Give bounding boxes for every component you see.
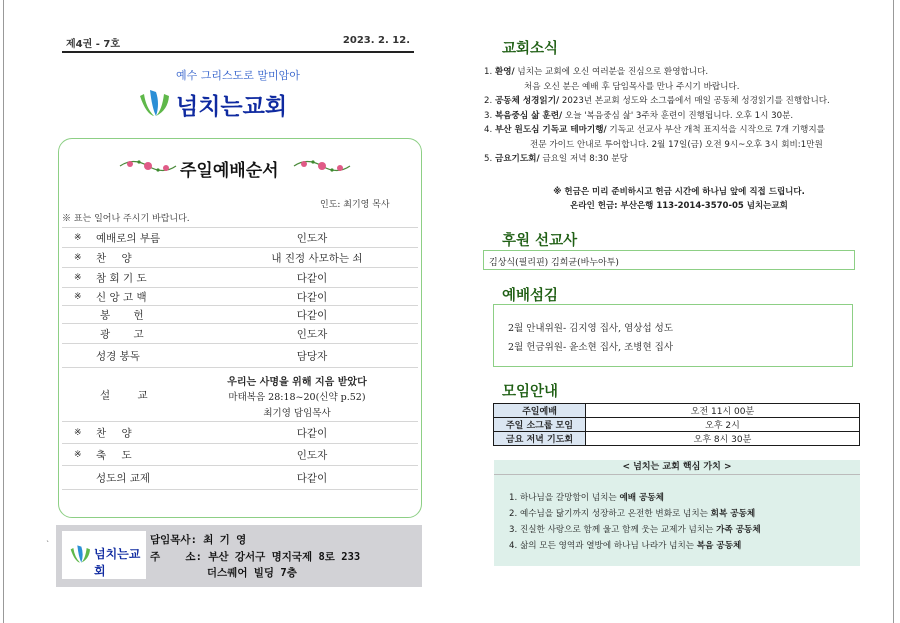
order-item-name: 참 회 기 도 <box>96 272 147 284</box>
core-text: 삶의 모든 영역과 열방에 하나님 나라가 넘치는 <box>519 541 697 551</box>
order-item-person: 다같이 <box>296 272 328 284</box>
order-row <box>62 228 418 248</box>
news-text: 기독교 선교사 부산 개척 표지석을 시작으로 7개 기행지를 <box>606 125 825 135</box>
meetings-title: 모임안내 <box>502 384 559 400</box>
order-row <box>62 466 418 490</box>
sermon-scripture: 마태복음 28:18~20(신약 p.52) <box>228 392 366 403</box>
order-row <box>62 268 418 288</box>
meeting-time: 오전 11시 00분 <box>586 404 860 418</box>
news-item <box>484 94 830 109</box>
order-item-name: 찬 양 <box>96 252 138 264</box>
sermon-row <box>62 368 418 422</box>
order-item-person: 다같이 <box>296 309 328 321</box>
stand-mark: ※ <box>74 232 82 243</box>
order-item-name: 찬 양 <box>96 427 138 439</box>
news-head: 공동체 성경읽기/ <box>494 96 560 106</box>
order-row <box>62 422 418 444</box>
church-motto: 예수 그리스도로 말미암아 <box>176 69 300 82</box>
meeting-name: 금요 저녁 기도회 <box>494 432 586 446</box>
order-item-name: 봉 헌 <box>100 309 154 321</box>
missionary-names: 김상식(필리핀) 김희균(바누아투) <box>489 258 619 268</box>
stand-mark: ※ <box>74 272 82 283</box>
footer-logo-text: 넘치는교회 <box>94 547 141 578</box>
service-box <box>493 304 853 367</box>
news-item <box>484 65 708 80</box>
meeting-name: 주일예배 <box>494 404 586 418</box>
core-value-item <box>509 523 761 535</box>
address-line: 주 소: 부산 강서구 명지국제 8로 233 <box>150 551 361 563</box>
core-values-title: < 넘치는 교회 핵심 가치 > <box>494 460 860 475</box>
news-text: 금요일 저녁 8:30 분당 <box>539 154 628 164</box>
service-title: 예배섬김 <box>502 288 559 304</box>
flower-ornament-right-icon <box>292 155 352 177</box>
order-item-name: 신 앙 고 백 <box>96 291 147 303</box>
bulletin-date: 2023. 2. 12. <box>342 35 410 46</box>
news-item <box>484 152 628 167</box>
missionary-title: 후원 선교사 <box>502 233 578 249</box>
news-head: 부산 원도심 기독교 테마기행/ <box>494 125 607 135</box>
core-bold: 회복 공동체 <box>710 509 756 519</box>
page-edge-right <box>893 0 894 623</box>
stray-mark: ` <box>46 540 50 549</box>
sermon-preacher: 최기영 담임목사 <box>263 408 331 419</box>
core-num: 3. <box>509 525 518 535</box>
meeting-row <box>494 432 860 446</box>
meetings-table <box>493 403 860 446</box>
order-row <box>62 324 418 344</box>
core-text: 진실한 사랑으로 함께 울고 함께 웃는 교제가 넘치는 <box>519 525 717 535</box>
order-item-name: 광 고 <box>100 328 154 340</box>
news-text: 2023년 본교회 성도와 소그룹에서 매일 공동체 성경읽기를 진행합니다. <box>559 96 830 106</box>
meeting-name: 주일 소그룹 모임 <box>494 418 586 432</box>
meeting-time: 오후 2시 <box>586 418 860 432</box>
news-title: 교회소식 <box>502 41 559 57</box>
online-offering: 온라인 헌금: 부산은행 113-2014-3570-05 넘치는교회 <box>570 201 788 211</box>
order-item-person: 인도자 <box>296 449 328 461</box>
order-item-person: 담당자 <box>296 350 328 362</box>
core-num: 2. <box>509 509 518 519</box>
page-edge-left <box>3 0 4 623</box>
news-num: 1. <box>484 67 493 77</box>
order-item-name: 축 도 <box>96 449 138 461</box>
order-item-hymn: 내 진정 사모하는 쇠 <box>271 252 363 264</box>
core-text: 하나님을 갈망함이 넘치는 <box>519 493 620 503</box>
flower-ornament-left-icon <box>118 155 178 177</box>
standing-note: ※ 표는 일어나 주시기 바랍니다. <box>62 214 190 224</box>
service-leader: 인도: 최기영 목사 <box>320 200 390 210</box>
footer-logo-icon <box>68 541 92 567</box>
offering-note: ※ 헌금은 미리 준비하시고 헌금 시간에 하나님 앞에 직접 드립니다. <box>553 187 805 197</box>
order-item-person: 다같이 <box>296 472 328 484</box>
core-text: 예수님을 닮기까지 성장하고 온전한 변화로 넘치는 <box>519 509 711 519</box>
order-item-name: 예배로의 부름 <box>96 232 161 244</box>
news-text: 오늘 '복음중심 삶' 3주차 훈련이 진행됩니다. 오후 1시 30분. <box>562 110 794 121</box>
news-num: 5. <box>484 154 493 164</box>
meeting-time: 오후 8시 30분 <box>586 432 860 446</box>
order-item-person: 인도자 <box>296 328 328 340</box>
core-bold: 복음 공동체 <box>696 541 742 551</box>
order-row <box>62 306 418 324</box>
bulletin-header <box>62 35 414 51</box>
pastor-line: 담임목사: 최 기 영 <box>150 534 247 546</box>
sermon-label: 설 교 <box>100 389 160 401</box>
core-bold: 예배 공동체 <box>619 493 664 503</box>
news-item <box>484 123 825 138</box>
church-name: 넘치는교회 <box>176 94 288 120</box>
order-item-name: 성경 봉독 <box>96 350 140 362</box>
core-value-item <box>509 507 755 519</box>
header-divider <box>62 51 414 53</box>
core-num: 1. <box>509 493 518 503</box>
church-logo-icon <box>136 86 172 120</box>
sermon-title: 우리는 사명을 위해 지음 받았다 <box>227 377 367 388</box>
order-row <box>62 344 418 368</box>
order-row <box>62 248 418 268</box>
order-row <box>62 288 418 306</box>
stand-mark: ※ <box>74 427 82 438</box>
order-item-person: 인도자 <box>296 232 328 244</box>
order-row <box>62 444 418 466</box>
footer-logo <box>62 531 146 579</box>
news-cont: 처음 오신 분은 예배 후 담임목사를 만나 주시기 바랍니다. <box>524 81 740 92</box>
stand-mark: ※ <box>74 291 82 302</box>
news-head: 환영/ <box>494 67 515 77</box>
core-value-item <box>509 491 664 503</box>
meeting-row <box>494 404 860 418</box>
news-item <box>484 109 793 124</box>
worship-order-title: 주일예배순서 <box>180 161 279 181</box>
stand-mark: ※ <box>74 449 82 460</box>
news-num: 2. <box>484 96 493 106</box>
news-cont: 전문 가이드 안내로 투어합니다. 2월 17일(금) 오전 9시~오후 3시 회비:1만원 <box>530 139 823 150</box>
news-num: 4. <box>484 125 493 135</box>
order-item-person: 다같이 <box>296 427 328 439</box>
news-head: 복음중심 삶 훈련/ <box>494 110 563 121</box>
news-list <box>484 65 874 175</box>
core-value-item <box>509 539 741 551</box>
stand-mark: ※ <box>74 252 82 263</box>
core-bold: 가족 공동체 <box>716 525 761 535</box>
news-head: 금요기도회/ <box>494 154 540 164</box>
meeting-row <box>494 418 860 432</box>
issue-number: 제4권 - 7호 <box>66 39 121 50</box>
news-num: 3. <box>484 110 493 121</box>
offering-line: 2월 헌금위원- 윤소현 집사, 조병현 집사 <box>508 342 674 353</box>
order-item-person: 다같이 <box>296 291 328 303</box>
news-text: 넘치는 교회에 오신 여러분을 진심으로 환영합니다. <box>514 67 709 77</box>
order-item-name: 성도의 교제 <box>96 472 151 484</box>
core-num: 4. <box>509 541 518 551</box>
address-line-2: 더스퀘어 빌딩 7층 <box>150 567 297 579</box>
usher-line: 2월 안내위원- 김지영 집사, 염상섭 성도 <box>508 323 674 334</box>
